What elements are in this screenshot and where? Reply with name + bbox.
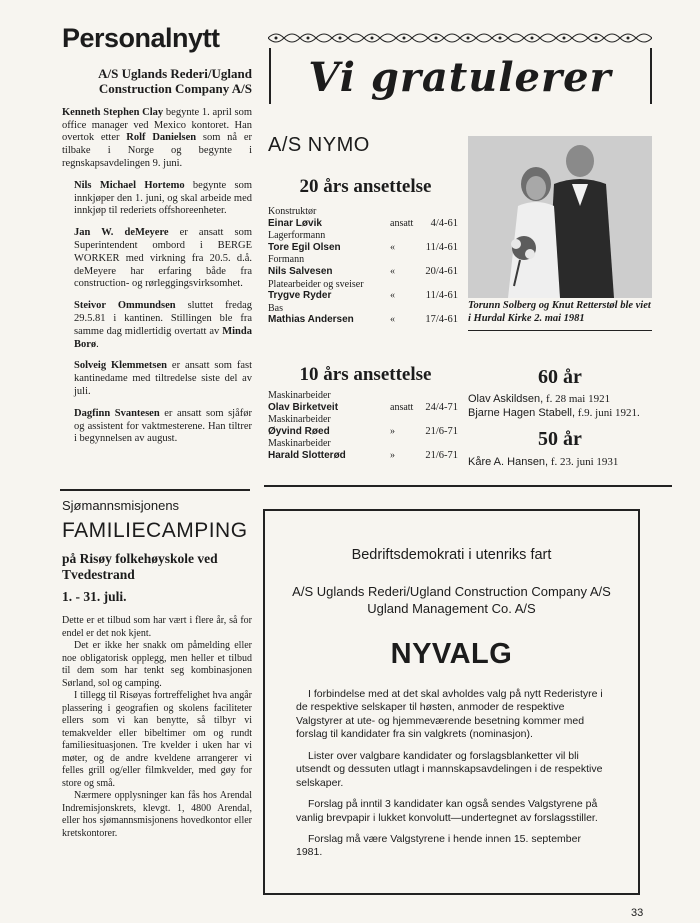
- section-10-list: [268, 390, 458, 463]
- employee-mark: «: [390, 266, 395, 278]
- employee-mark: »: [390, 450, 395, 462]
- nyvalg-body: [296, 688, 608, 868]
- birthday-date: f.9. juni 1921.: [575, 407, 640, 420]
- employee-date: 21/6-71: [425, 450, 458, 462]
- camping-paragraph: I tillegg til Risøyas fortreffelighet hva angår plassering i geografien og skolens faciliteter ellers som vi kan benytte, så tilbyr vi temakvelder eller bibeltimer om og rundt familiesituasjonen. Tre kvelder i uken har vi møter, og de andre kveldene arrangerer vi felles grill og/eller filmkvelder, med gøy for store og små.: [62, 690, 252, 789]
- employee-mark: «: [390, 241, 395, 253]
- news-text: som nå er tilbake i Norge og begynte i regnskapsavdelingen 9. juni.: [62, 132, 252, 170]
- camping-title: FAMILIECAMPING: [62, 519, 248, 542]
- birthday-entry: [468, 392, 668, 406]
- section-20-title: 20 års ansettelse: [299, 176, 432, 197]
- ornament-border: [268, 30, 652, 46]
- employee-date: 20/4-61: [425, 266, 458, 278]
- employee-entry: [268, 390, 458, 414]
- nyvalg-company-2: Ugland Management Co. A/S: [367, 601, 536, 616]
- nyvalg-paragraph: I forbindelse med at det skal avholdes valg på nytt Rederistyre i de respektive selskaper til høsten, anmoder de respektive Valgstyrer at ute- og hjemmeværende besetning kommer med forslag til kandidater fra sin valgkrets (nominasjon).: [296, 688, 603, 741]
- employee-date: 11/4-61: [425, 241, 458, 253]
- employee-date: 24/4-71: [425, 401, 458, 413]
- employee-entry: [268, 254, 458, 278]
- news-name: Solveig Klemmetsen: [74, 360, 167, 372]
- employee-entry: [268, 303, 458, 327]
- employee-date: 11/4-61: [425, 290, 458, 302]
- news-text: .: [96, 338, 99, 350]
- company-line-1: A/S Uglands Rederi/Ugland: [98, 65, 252, 81]
- employee-date: 17/4-61: [425, 314, 458, 326]
- employee-mark: «: [390, 314, 395, 326]
- page-number: 33: [631, 907, 644, 919]
- employee-mark: «: [390, 290, 395, 302]
- company-line-2: Construction Company A/S: [98, 81, 252, 97]
- employee-name: Olav Birketveit: [268, 401, 339, 413]
- birthday-name: Olav Askildsen,: [468, 393, 544, 405]
- camping-body: [62, 615, 252, 840]
- employee-mark: »: [390, 425, 395, 437]
- birthday-entry: [468, 406, 668, 420]
- nyvalg-heading: Bedriftsdemokrati i utenriks fart: [351, 547, 552, 563]
- employee-role: Formann: [268, 254, 305, 266]
- news-text: sluttet fredag 29.5.81 i kantinen. Stillingen ble fra samme dag midlertidig overtatt av: [74, 300, 252, 337]
- employee-mark: ansatt: [390, 401, 414, 413]
- employee-entry: [268, 206, 458, 230]
- news-item: [62, 360, 252, 398]
- employee-role: Bas: [268, 302, 283, 314]
- employee-role: Maskinarbeider: [268, 438, 331, 450]
- wedding-photo: [468, 136, 652, 298]
- employee-date: 21/6-71: [425, 425, 458, 437]
- camping-paragraph: Nærmere opplysninger kan fås hos Arendal Indremisjonskrets, klevgt. 1, 4800 Arendal, eller hos sjømannsmisjonens hovedkontor eller kretskontorer.: [62, 790, 252, 839]
- employee-name: Tore Egil Olsen: [268, 241, 341, 253]
- nymo-title: A/S NYMO: [268, 134, 370, 156]
- news-item: [62, 107, 252, 171]
- age-50-list: [468, 456, 668, 468]
- news-name: Minda Borø: [74, 325, 252, 350]
- caption-rule: [468, 330, 652, 331]
- birthday-name: Kåre A. Hansen,: [468, 456, 549, 468]
- birthday-date: f. 23. juni 1931: [548, 456, 619, 468]
- news-name: Jan W. deMeyere: [74, 227, 169, 239]
- news-name: Steivor Ommundsen: [74, 300, 176, 312]
- news-text: er ansatt som sjåfør og assistent for vaktmesterene. Han tiltrer i begynnelsen av august.: [74, 407, 252, 445]
- age-50-title: 50 år: [538, 428, 582, 450]
- birthday-name: Bjarne Hagen Stabell,: [468, 407, 576, 420]
- left-divider: [60, 489, 250, 491]
- nyvalg-paragraph: Forslag må være Valgstyrene i hende innen 15. september 1981.: [296, 832, 581, 859]
- right-divider: [264, 485, 672, 487]
- photo-caption: Torunn Solberg og Knut Retterstøl ble viet i Hurdal Kirke 2. mai 1981: [468, 300, 651, 324]
- news-item: [62, 227, 252, 291]
- camping-subtitle: på Risøy folkehøyskole ved Tvedestrand: [62, 551, 218, 583]
- camping-dates: 1. - 31. juli.: [62, 589, 127, 605]
- employee-name: Nils Salvesen: [268, 266, 333, 278]
- news-name: Dagfinn Svantesen: [74, 407, 160, 419]
- news-item: [62, 408, 252, 446]
- news-name: Nils Michael Hortemo: [74, 179, 185, 191]
- news-list: [62, 107, 252, 446]
- employee-entry: [268, 414, 458, 438]
- news-text: er ansatt som Superintendent ombord i BERGE WORKER med virkning fra 20.5. d.å. deMeyere har erfaring både fra construction- og rørleggingsvirksomhet.: [74, 227, 252, 290]
- section-20-list: [268, 206, 458, 327]
- news-item: [62, 180, 252, 218]
- personalnytt-column: [62, 24, 252, 455]
- nyvalg-title: NYVALG: [390, 638, 513, 670]
- employee-role: Lagerformann: [268, 230, 326, 242]
- nyvalg-paragraph: Lister over valgbare kandidater og forslagsblanketter vil bli utsendt og dessuten utlagt i mannskapsavdelingen i de respektive selskaper.: [296, 749, 603, 789]
- employee-date: 4/4-61: [430, 217, 458, 229]
- personalnytt-company: [62, 66, 252, 97]
- employee-entry: [268, 230, 458, 254]
- camping-paragraph: Det er ikke her snakk om påmelding eller noe obligatorisk opplegg, men heller et tilbud til dem som har tenkt seg kombinasjonen Sørland, sol og camping.: [62, 640, 252, 689]
- employee-role: Platearbeider og sveiser: [268, 278, 364, 290]
- employee-name: Øyvind Røed: [268, 425, 330, 437]
- age-60-title: 60 år: [538, 366, 582, 388]
- employee-role: Maskinarbeider: [268, 390, 331, 401]
- camping-article: [62, 498, 252, 840]
- banner-left-bar: [269, 48, 271, 104]
- employee-entry: [268, 279, 458, 303]
- employee-name: Einar Løvik: [268, 217, 322, 229]
- section-10-title: 10 års ansettelse: [299, 364, 432, 385]
- birthday-date: f. 28 mai 1921: [543, 393, 611, 405]
- employee-name: Trygve Ryder: [268, 290, 332, 302]
- personalnytt-title: Personalnytt: [62, 23, 220, 53]
- employee-name: Mathias Andersen: [268, 314, 354, 326]
- birthday-entry: [468, 456, 668, 468]
- age-60-list: [468, 392, 668, 421]
- banner-right-bar: [650, 48, 652, 104]
- nyvalg-company-1: A/S Uglands Rederi/Ugland Construction Company A/S: [292, 584, 611, 599]
- camping-pre: Sjømannsmisjonens: [62, 498, 180, 513]
- news-item: [62, 300, 252, 351]
- wedding-photo-illustration: [468, 136, 652, 298]
- camping-paragraph: Dette er et tilbud som har vært i flere år, så for endel er det nok kjent.: [62, 615, 252, 639]
- employee-name: Harald Slotterød: [268, 450, 346, 462]
- news-text: er ansatt som fast kantinedame med tiltredelse siste del av juli.: [74, 360, 252, 398]
- employee-entry: [268, 438, 458, 462]
- news-name: Rolf Danielsen: [126, 132, 197, 144]
- banner-title: Vi gratulerer: [308, 54, 612, 101]
- nyvalg-paragraph: Forslag på inntil 3 kandidater kan også sendes Valgstyrene på vanlig brevpapir i lukket konvolutt—undertegnet av forslagsstiller.: [296, 798, 598, 824]
- employee-role: Konstruktør: [268, 206, 317, 217]
- news-text: begynte 1. april som office manager ved Mexico kontoret. Han overtok etter: [62, 106, 252, 144]
- employee-mark: ansatt: [390, 217, 414, 229]
- news-text: begynte som innkjøper den 1. juni, og skal arbeide med innkjøp til rederiets offshoreenheter.: [74, 179, 252, 217]
- news-name: Kenneth Stephen Clay: [62, 106, 164, 118]
- employee-role: Maskinarbeider: [268, 414, 331, 426]
